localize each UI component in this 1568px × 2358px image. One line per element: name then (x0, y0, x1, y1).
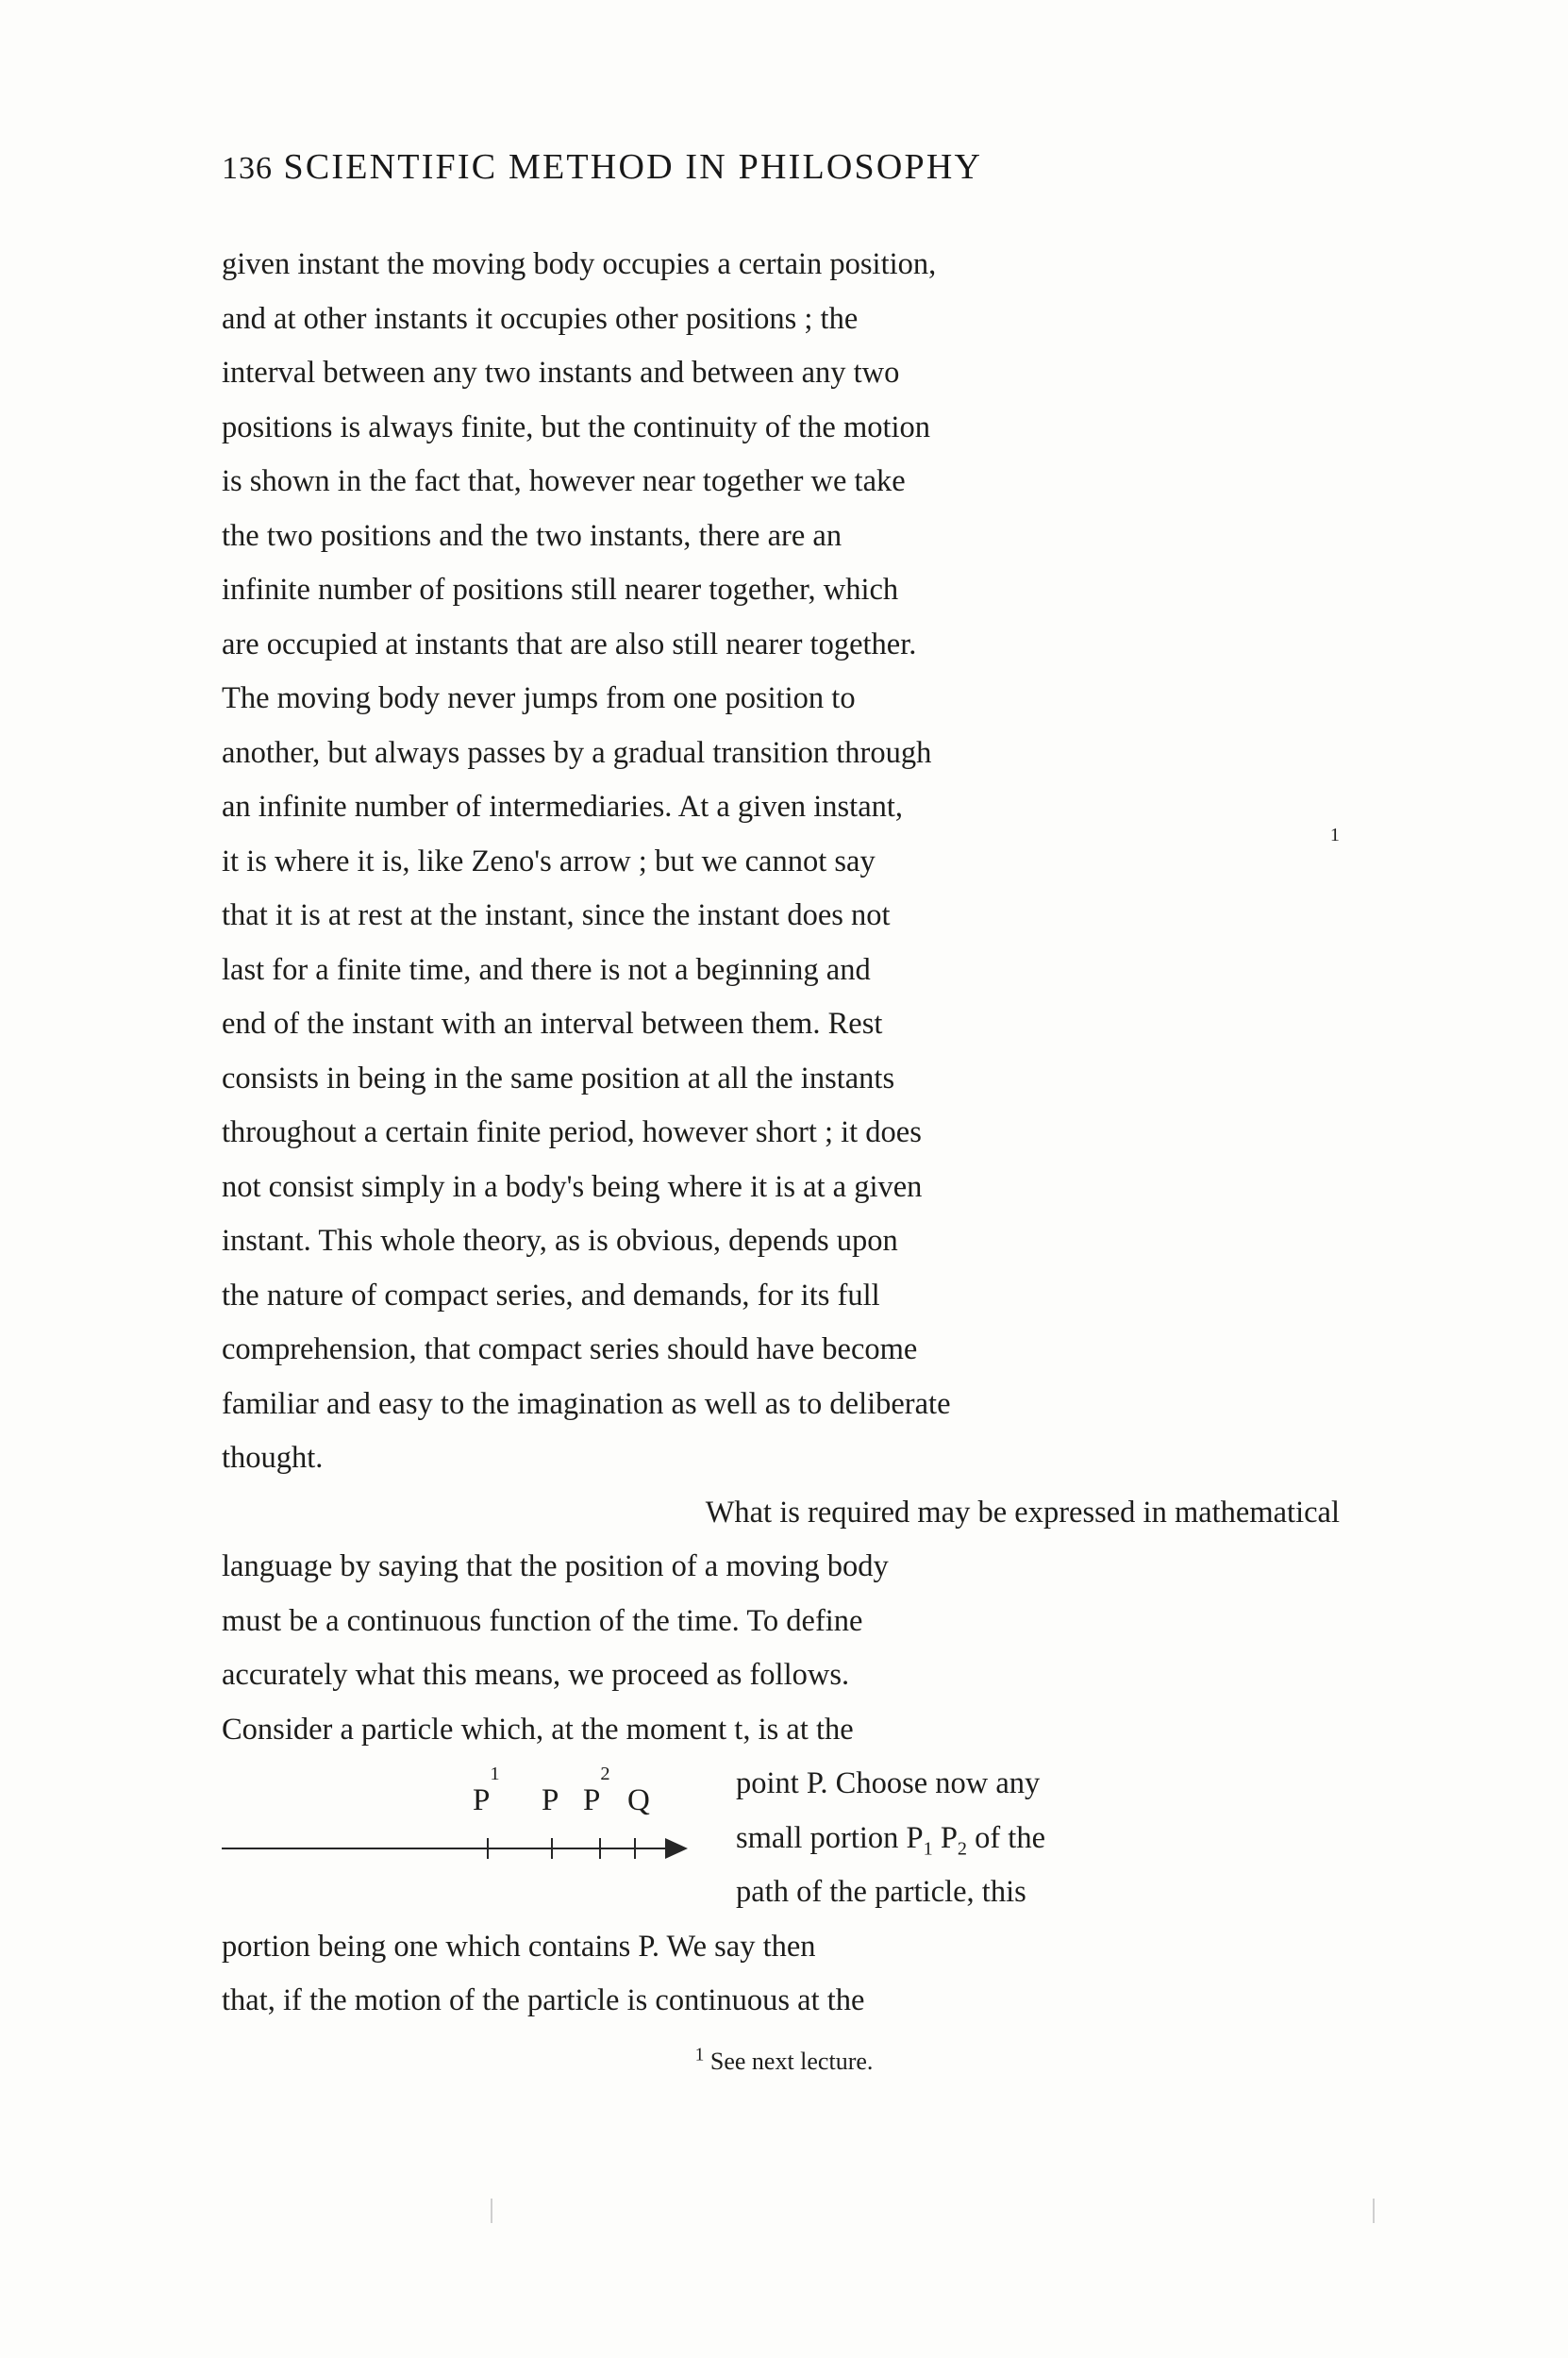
paragraph-1 (222, 238, 1340, 1486)
text-line: language by saying that the position of a moving body (222, 1549, 889, 1583)
figure-label-p: P (542, 1783, 559, 1817)
text-line: the nature of compact series, and demands, for its full (222, 1278, 880, 1313)
text-line: instant. This whole theory, as is obvious, depends upon (222, 1224, 898, 1258)
figure-tick-p (551, 1838, 553, 1859)
particle-path-figure (222, 1764, 736, 1906)
text-line: and at other instants it occupies other positions ; the (222, 301, 859, 336)
text-line-with-footnote-marker: it is where it is, like Zeno's arrow ; but we cannot say 1 (222, 835, 1340, 890)
figure-label-p1: P 1 (473, 1764, 500, 1817)
page-header (222, 146, 1344, 188)
figure-labels (222, 1764, 736, 1821)
text-line: end of the instant with an interval between them. Rest (222, 1007, 883, 1041)
paragraph-2 (222, 1486, 1340, 1758)
text-line: What is required may be expressed in mathematical (705, 1495, 1340, 1530)
text-line: that, if the motion of the particle is continuous at the (222, 1983, 865, 2017)
figure-tick-p1 (487, 1838, 489, 1859)
figure-arrowhead-icon (665, 1838, 688, 1859)
text-line: that it is at rest at the instant, since the instant does not (222, 898, 891, 932)
text-line: thought. (222, 1441, 324, 1475)
body-text (222, 238, 1340, 2029)
text-line: consists in being in the same position at all the instants (222, 1061, 895, 1095)
footnote (0, 2045, 1568, 2076)
footnote-marker: 1 (1329, 824, 1340, 845)
page-registration-mark-right (1373, 2199, 1375, 2223)
paragraph-2-continued (222, 1920, 1340, 2029)
folio-number: 136 (222, 151, 273, 186)
figure-tick-q (634, 1838, 636, 1859)
text-line: the two positions and the two instants, there are an (222, 518, 842, 553)
text-line: Consider a particle which, at the moment t, is at the (222, 1712, 854, 1747)
figure-axis-line (222, 1848, 684, 1849)
footnote-number: 1 (694, 2045, 705, 2065)
text-line: another, but always passes by a gradual transition through (222, 735, 932, 770)
figure-tick-p2 (599, 1838, 601, 1859)
text-line: point P. Choose now any (736, 1766, 1041, 1800)
running-title: SCIENTIFIC METHOD IN PHILOSOPHY (283, 147, 983, 187)
text-line: positions is always finite, but the continuity of the motion (222, 410, 931, 444)
text-line: infinite number of positions still nearer together, which (222, 573, 899, 607)
text-line: familiar and easy to the imagination as well as to deliberate (222, 1386, 951, 1421)
text-line: an infinite number of intermediaries. At a given instant, (222, 790, 904, 824)
text-line: The moving body never jumps from one position to (222, 681, 856, 715)
text-line: throughout a certain finite period, however short ; it does (222, 1115, 922, 1149)
figure-float (222, 1757, 736, 1917)
text-line: path of the particle, this (736, 1875, 1026, 1909)
figure-with-wrapped-text (222, 1757, 1340, 1920)
figure-label-q: Q (627, 1783, 650, 1817)
text-line: last for a finite time, and there is not a beginning and (222, 952, 871, 987)
text-line: given instant the moving body occupies a certain position, (222, 247, 937, 281)
text-line: portion being one which contains P. We say then (222, 1929, 816, 1964)
text-line: is shown in the fact that, however near together we take (222, 464, 906, 498)
text-line: interval between any two instants and between any two (222, 356, 900, 390)
text-line: not consist simply in a body's being where it is at a given (222, 1169, 923, 1204)
text-line: accurately what this means, we proceed as follows. (222, 1658, 850, 1692)
text-line: are occupied at instants that are also still nearer together. (222, 627, 917, 661)
text-line: must be a continuous function of the time. To define (222, 1603, 863, 1638)
page-registration-mark-left (491, 2199, 492, 2223)
figure-label-p2: P 2 (583, 1764, 610, 1817)
text-line: small portion $P_1$ $P_2$ of the (736, 1820, 1046, 1859)
footnote-text: See next lecture. (709, 2048, 874, 2075)
text-line: comprehension, that compact series should have become (222, 1332, 918, 1366)
